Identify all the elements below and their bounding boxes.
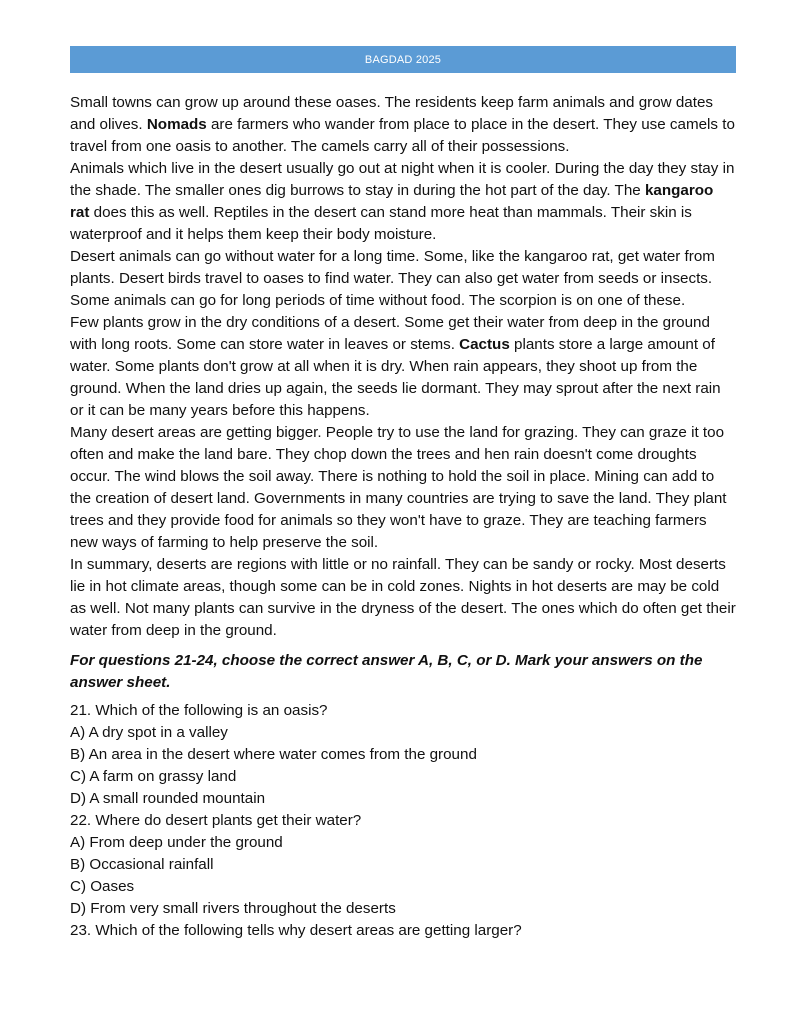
passage-paragraph (70, 554, 736, 642)
passage-paragraph (70, 422, 736, 554)
answer-option: C) Oases (70, 878, 135, 895)
passage-paragraph (70, 92, 736, 158)
text-run: Few plants grow in the dry conditions of a desert. Some get their water from deep in the ground with long roots. Some can store water in leaves or stems. (70, 314, 710, 353)
bold-term: Cactus (459, 336, 510, 353)
page-header-band (70, 46, 736, 73)
text-run: plants store a large amount of water. Some plants don't grow at all when it is dry. When rain appears, they shoot up from the ground. When the land dries up again, the seeds lie dormant. They may sprout after the next rain or it can be many years before this happens. (70, 336, 721, 419)
bold-term: kangaroo rat (70, 182, 714, 221)
question-instructions: For questions 21-24, choose the correct answer A, B, C, or D. Mark your answers on the answer sheet. (70, 652, 703, 691)
text-run: Desert animals can go without water for a long time. Some, like the kangaroo rat, get water from plants. Desert birds travel to oases to find water. They can also get water from seeds or insects. Some animals can go for long periods of time without food. The scorpion is on one of these. (70, 248, 715, 309)
passage-paragraph (70, 158, 736, 246)
text-run: Small towns can grow up around these oases. The residents keep farm animals and grow dates and olives. (70, 94, 714, 133)
document-body (70, 92, 736, 942)
question-text: 23. Which of the following tells why desert areas are getting larger? (70, 922, 522, 939)
text-run: Animals which live in the desert usually go out at night when it is cooler. During the day they stay in the shade. The smaller ones dig burrows to stay in during the hot part of the day. The (70, 160, 735, 199)
answer-option: D) A small rounded mountain (70, 790, 266, 807)
question-list (70, 700, 736, 942)
header-title: BAGDAD 2025 (364, 53, 442, 66)
passage-paragraph (70, 312, 736, 422)
text-run: are farmers who wander from place to place in the desert. They use camels to travel from one oasis to another. The camels carry all of their possessions. (70, 116, 735, 155)
text-run: In summary, deserts are regions with little or no rainfall. They can be sandy or rocky. Most deserts lie in hot climate areas, though some can be in cold zones. Nights in hot deserts are may be cold as well. Not many plants can survive in the dryness of the desert. The ones which do often get their water from deep in the ground. (70, 556, 736, 639)
answer-option: A) A dry spot in a valley (70, 724, 228, 741)
answer-option: A) From deep under the ground (70, 834, 283, 851)
passage-paragraph (70, 246, 736, 312)
answer-option: D) From very small rivers throughout the deserts (70, 900, 396, 917)
reading-passage (70, 92, 736, 642)
question-text: 21. Which of the following is an oasis? (70, 702, 328, 719)
answer-option: B) Occasional rainfall (70, 856, 214, 873)
question-text: 22. Where do desert plants get their water? (70, 812, 362, 829)
text-run: does this as well. Reptiles in the desert can stand more heat than mammals. Their skin is waterproof and it helps them keep their body moisture. (70, 204, 692, 243)
answer-option: B) An area in the desert where water comes from the ground (70, 746, 477, 763)
answer-option: C) A farm on grassy land (70, 768, 237, 785)
bold-term: Nomads (146, 116, 207, 133)
text-run: Many desert areas are getting bigger. People try to use the land for grazing. They can graze it too often and make the land bare. They chop down the trees and hen rain doesn't come droughts occur. The wind blows the soil away. There is nothing to hold the soil in place. Mining can add to the creation of desert land. Governments in many countries are trying to save the land. They plant trees and they provide food for animals so they won't have to graze. They are teaching farmers new ways of farming to help preserve the soil. (70, 424, 727, 551)
